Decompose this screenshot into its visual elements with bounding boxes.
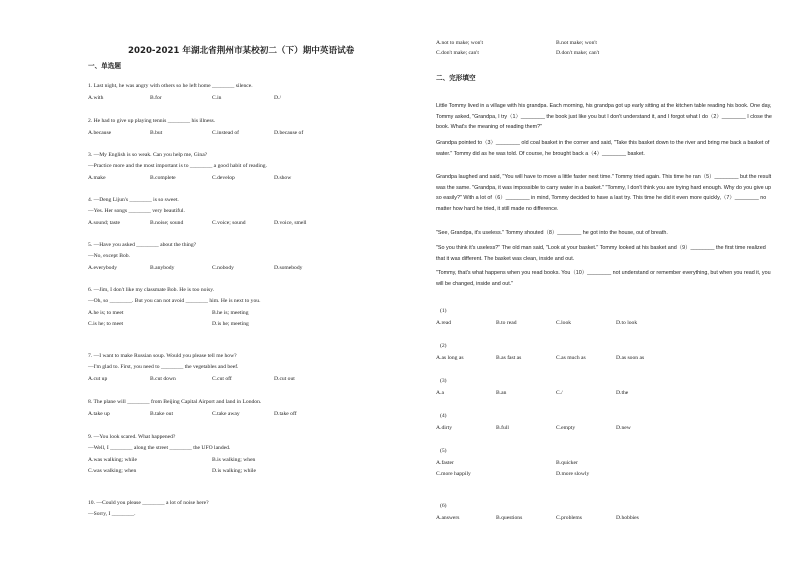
cloze-number-1: (1) <box>440 308 447 314</box>
cloze-number-6: (6) <box>440 503 447 509</box>
question-7-stem-line2: —I'm glad to. First, you need to ________ the vegetables and beef. <box>88 364 239 370</box>
option-a[interactable]: A.faster <box>436 460 454 466</box>
option-a[interactable]: A.dirty <box>436 425 453 431</box>
question-1-stem: 1. Last night, he was angry with others so he left home ________ silence. <box>88 83 253 89</box>
option-d[interactable]: D.more slowly <box>556 471 590 477</box>
section-heading-single-choice: 一、单选题 <box>88 62 121 70</box>
option-d[interactable]: D.is walking; while <box>212 468 256 474</box>
option-a[interactable]: A.take up <box>88 411 110 417</box>
option-b[interactable]: B.quicker <box>556 460 578 466</box>
question-1-options <box>88 95 418 103</box>
option-c[interactable]: C.problems <box>556 515 582 521</box>
option-d[interactable]: D.to look <box>616 320 638 326</box>
option-b[interactable]: B.complete <box>150 175 176 181</box>
option-d[interactable]: D.because of <box>274 130 304 136</box>
option-d[interactable]: D.the <box>616 390 629 396</box>
question-6-stem-line1: 6. —Jim, I don't like my classmate Bob. He is too noisy. <box>88 287 215 293</box>
option-d[interactable]: D./ <box>274 95 281 101</box>
cloze-2-options <box>436 355 766 363</box>
cloze-1-options <box>436 320 766 328</box>
question-7-options <box>88 376 418 384</box>
question-4-stem-line2: —Yes. Her songs ________ very beautiful. <box>88 208 185 214</box>
question-10-options-row2 <box>436 50 766 58</box>
passage-paragraph-6: "Tommy, that's what happens when you read books. You（10）________ not understand or remember everything, but when you read it, you will be changed, inside and out." <box>436 270 771 287</box>
option-b[interactable]: B.but <box>150 130 163 136</box>
option-d[interactable]: D.voice, smell <box>274 220 307 226</box>
option-c[interactable]: C.empty <box>556 425 576 431</box>
question-6-stem-line2: —Oh, so ________. But you can not avoid ________ him. He is next to you. <box>88 298 261 304</box>
passage-paragraph-2: Grandpa pointed to（3）________ old coal basket in the corner and said, "Take this basket down to the river and bring me back a basket of water." Tommy did as he was told. Of course, he brought back a（4）________ basket. <box>436 140 770 157</box>
question-5-options <box>88 265 418 273</box>
option-c[interactable]: C.nobody <box>212 265 234 271</box>
option-d[interactable]: D.new <box>616 425 631 431</box>
option-b[interactable]: B.is walking; when <box>212 457 256 463</box>
question-9-options-row1 <box>88 457 418 465</box>
question-9-stem-line1: 9. —You look scared. What happened? <box>88 434 176 440</box>
section-heading-cloze: 二、完形填空 <box>436 74 476 82</box>
question-2-options <box>88 130 418 138</box>
option-a[interactable]: A.cut up <box>88 376 108 382</box>
option-c[interactable]: C.cut off <box>212 376 232 382</box>
passage-paragraph-1: Little Tommy lived in a village with his grandpa. Each morning, his grandpa got up early sitting at the kitchen table reading his book. One day, Tommy asked, "Grandpa, I try（1）________ the book just like you but I don't understand it, and I forgot what I do（2）________ I close the book. What's the meaning of reading them?" <box>436 103 772 130</box>
cloze-number-2: (2) <box>440 343 447 349</box>
option-b[interactable]: B.not make; won't <box>556 40 597 46</box>
option-a[interactable]: A.answers <box>436 515 460 521</box>
passage-paragraph-3: Grandpa laughed and said, "You will have to move a little faster next time." Tommy tried again. This time he ran（5）________ but the result was the same. "Grandpa, it was impossible to carry water in a basket." "Tommy, I don't think you are trying hard enough. Why do you give up so easily?" With a lot of（6）________ in mind, Tommy decided to have a last try. This time he did it even more quickly,（7）________ no matter how hard he tried, it still made no difference. <box>436 174 772 212</box>
passage-paragraph-4: "See, Grandpa, it's useless." Tommy shouted（8）________ he got into the house, out of breath. <box>436 230 668 236</box>
question-6-options-row2 <box>88 321 418 329</box>
option-c[interactable]: C.voice; sound <box>212 220 246 226</box>
question-3-options <box>88 175 418 183</box>
question-5-stem-line1: 5. —Have you asked ________ about the thing? <box>88 242 197 248</box>
passage-paragraph-5: "So you think it's useless?" The old man said, "Look at your basket." Tommy looked at his basket and（9）________ the first time realized that it was different. The basket was clean, inside and out. <box>436 245 766 262</box>
option-c[interactable]: C.develop <box>212 175 235 181</box>
cloze-3-options <box>436 390 766 398</box>
option-a[interactable]: A.as long as <box>436 355 464 361</box>
cloze-6-options <box>436 515 766 523</box>
option-c[interactable]: C.take away <box>212 411 240 417</box>
option-a[interactable]: A.because <box>88 130 112 136</box>
option-b[interactable]: B.noise; sound <box>150 220 184 226</box>
question-9-options-row2 <box>88 468 418 476</box>
question-4-stem-line1: 4. —Deng Lijun's ________ is so sweet. <box>88 197 179 203</box>
question-10-stem-line1: 10. —Could you please ________ a lot of noise here? <box>88 500 209 506</box>
cloze-number-3: (3) <box>440 378 447 384</box>
cloze-5-options-row2 <box>436 471 766 479</box>
question-8-options <box>88 411 418 419</box>
option-d[interactable]: D.cut out <box>274 376 295 382</box>
option-a[interactable]: A.not to make; won't <box>436 40 483 46</box>
option-c[interactable]: C.is he; to meet <box>88 321 124 327</box>
option-a[interactable]: A.make <box>88 175 106 181</box>
option-b[interactable]: B.questions <box>496 515 523 521</box>
page-title: 2020-2021 年湖北省荆州市某校初二（下）期中英语试卷 <box>128 46 355 56</box>
option-b[interactable]: B.to read <box>496 320 517 326</box>
option-a[interactable]: A.he is; to meet <box>88 310 124 316</box>
option-b[interactable]: B.for <box>150 95 162 101</box>
option-b[interactable]: B.full <box>496 425 509 431</box>
option-c[interactable]: C.was walking; when <box>88 468 137 474</box>
option-a[interactable]: A.everybody <box>88 265 118 271</box>
option-a[interactable]: A.with <box>88 95 104 101</box>
question-7-stem-line1: 7. —I want to make Russian soup. Would you please tell me how? <box>88 353 237 359</box>
question-3-stem-line2: —Practice more and the most important is to ________ a good habit of reading. <box>88 163 267 169</box>
option-b[interactable]: B.he is; meeting <box>212 310 249 316</box>
option-c[interactable]: C.look <box>556 320 572 326</box>
option-b[interactable]: B.anybody <box>150 265 175 271</box>
question-10-stem-line2: —Sorry, I ________. <box>88 511 136 517</box>
option-d[interactable]: D.take off <box>274 411 297 417</box>
cloze-number-5: (5) <box>440 448 447 454</box>
question-4-options <box>88 220 418 228</box>
question-6-options-row1 <box>88 310 418 318</box>
question-3-stem-line1: 3. —My English is so weak. Can you help me, Gina? <box>88 152 208 158</box>
option-c[interactable]: C.in <box>212 95 222 101</box>
option-a[interactable]: A.sound; taste <box>88 220 121 226</box>
option-a[interactable]: A.read <box>436 320 452 326</box>
option-b[interactable]: B.as fast as <box>496 355 522 361</box>
option-d[interactable]: D.as soon as <box>616 355 645 361</box>
question-9-stem-line2: —Well, I ________ along the street ________ the UFO landed. <box>88 445 231 451</box>
option-c[interactable]: C./ <box>556 390 563 396</box>
option-b[interactable]: B.cut down <box>150 376 176 382</box>
option-c[interactable]: C.as much as <box>556 355 586 361</box>
option-c[interactable]: C.more happily <box>436 471 471 477</box>
option-b[interactable]: B.an <box>496 390 507 396</box>
question-10-options-row1 <box>436 40 766 48</box>
option-d[interactable]: D.is he; meeting <box>212 321 249 327</box>
question-5-stem-line2: —No, except Bob. <box>88 253 130 259</box>
option-c[interactable]: C.don't make; can't <box>436 50 479 56</box>
cloze-5-options-row1 <box>436 460 766 468</box>
option-d[interactable]: D.don't make; can't <box>556 50 600 56</box>
option-c[interactable]: C.instead of <box>212 130 240 136</box>
option-d[interactable]: D.show <box>274 175 292 181</box>
option-a[interactable]: A.was walking; while <box>88 457 137 463</box>
question-2-stem: 2. He had to give up playing tennis ________ his illness. <box>88 118 216 124</box>
option-d[interactable]: D.hobbies <box>616 515 639 521</box>
option-a[interactable]: A.a <box>436 390 444 396</box>
option-d[interactable]: D.somebody <box>274 265 303 271</box>
question-8-stem: 8. The plane will ________ from Beijing Capital Airport and land in London. <box>88 399 262 405</box>
option-b[interactable]: B.take out <box>150 411 173 417</box>
cloze-4-options <box>436 425 766 433</box>
cloze-number-4: (4) <box>440 413 447 419</box>
